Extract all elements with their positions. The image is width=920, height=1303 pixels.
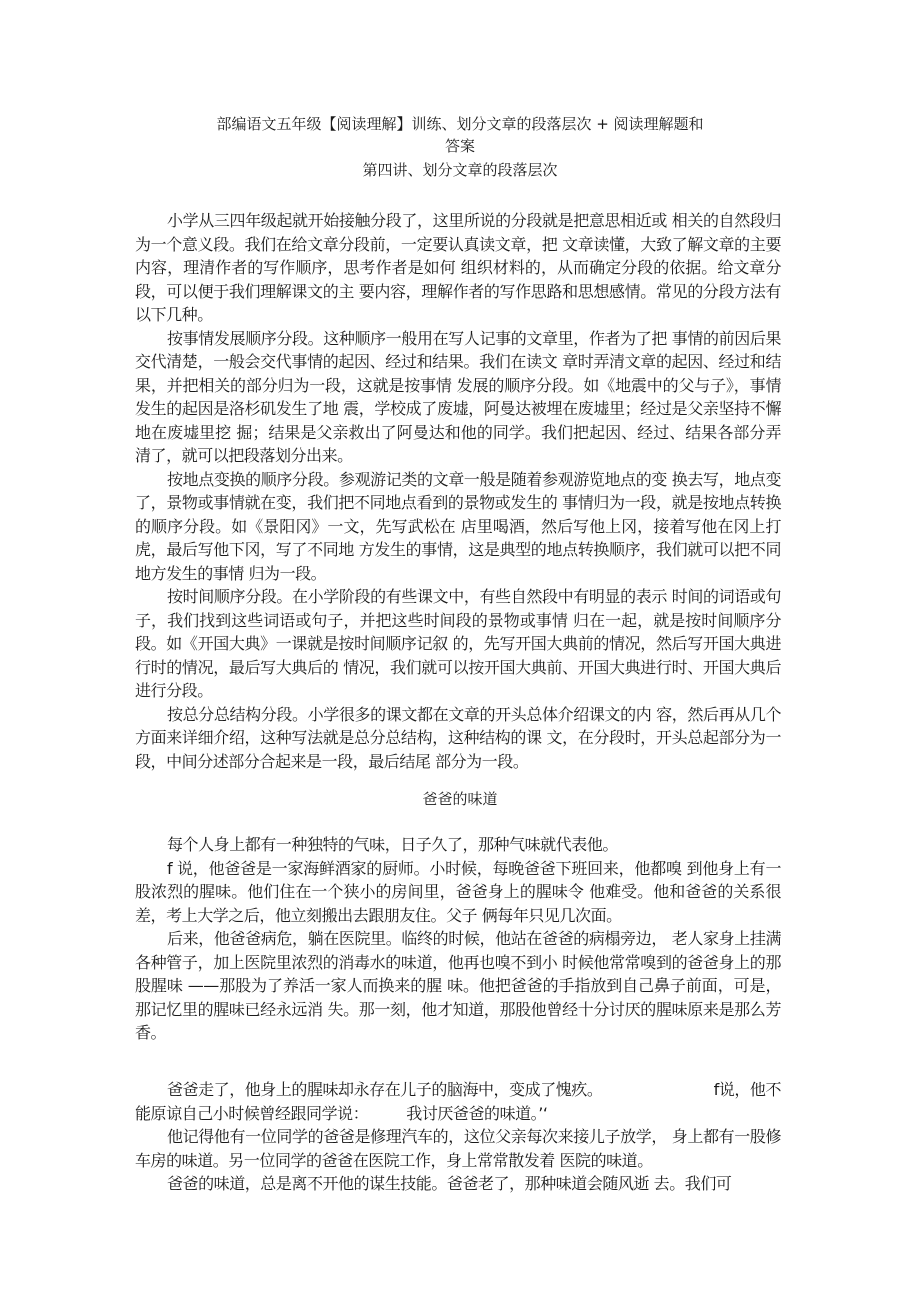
lesson-title: 第四讲、划分文章的段落层次 bbox=[362, 161, 558, 179]
ending-line bbox=[135, 1078, 781, 1102]
story-title: 爸爸的味道 bbox=[422, 790, 498, 808]
ending-line bbox=[135, 1102, 781, 1126]
document-title-continuation: 答案 bbox=[444, 137, 475, 155]
title-block bbox=[0, 113, 920, 181]
story-body bbox=[135, 833, 781, 1045]
story-paragraph: 爸爸的味道，总是离不开他的谋生技能。爸爸老了，那种味道会随风逝 去。我们可 bbox=[167, 1174, 732, 1193]
story-paragraph: 后来，他爸爸病危，躺在医院里。临终的时候，他站在爸爸的病榻旁边， 老人家身上挂满各种管子，加上医院里浓烈的消毒水的味道，他再也嗅不到小 时候他常常嗅到的爸爸身上的那股腥味 ——那股为了养活一家人而换来的腥 味。他把爸爸的手指放到自己鼻子前面，可是，那记忆里的腥味已经永远消 失。那一刻，他才知道，那股他曾经十分讨厌的腥味原来是那么芳香。 bbox=[135, 929, 781, 1042]
document-title: 部编语文五年级【阅读理解】训练、划分文章的段落层次 + 阅读理解题和 bbox=[216, 115, 704, 133]
lesson-paragraph: 按时间顺序分段。在小学阶段的有些课文中，有些自然段中有明显的表示 时间的词语或句子，我们找到这些词语或句子，并把这些时间段的景物或事情 归在一起，就是按时间顺序分段。如《开国大典》一课就是按时间顺序记叙 的，先写开国大典前的情况，然后写开国大典进行时的情况，最后写大典后的 情况，我们就可以按开国大典前、开国大典进行时、开国大典后进行分段。 bbox=[135, 587, 781, 700]
story-paragraph: 他记得他有一位同学的爸爸是修理汽车的，这位父亲每次来接儿子放学， 身上都有一股修车房的味道。另一位同学的爸爸在医院工作，身上常常散发着 医院的味道。 bbox=[135, 1127, 781, 1170]
story-ending bbox=[135, 1078, 781, 1196]
story-paragraph: 每个人身上都有一种独特的气味，日子久了，那种气味就代表他。 bbox=[167, 835, 618, 854]
ending-line-trail: f说，他不 bbox=[713, 1080, 781, 1099]
ending-quote: 我讨厌爸爸的味道。’‘ bbox=[406, 1103, 548, 1123]
lesson-paragraph: 按总分总结构分段。小学很多的课文都在文章的开头总体介绍课文的内 容，然后再从几个方面来详细介绍，这种写法就是总分总结构，这种结构的课 文，在分段时，开头总起部分为一段，中间分述部分合起来是一段，最后结尾 部分为一段。 bbox=[135, 704, 781, 771]
ending-line-lead: 爸爸走了，他身上的腥味却永存在儿子的脑海中，变成了愧疚。 bbox=[167, 1080, 603, 1099]
lesson-paragraph: 按地点变换的顺序分段。参观游记类的文章一般是随着参观游览地点的变 换去写，地点变了，景物或事情就在变，我们把不同地点看到的景物或发生的 事情归为一段，就是按地点转换的顺序分段。如《景阳冈》一文，先写武松在 店里喝酒，然后写他上冈，接着写他在冈上打虎，最后写他下冈，写了不同地 方发生的事情，这是典型的地点转换顺序，我们就可以把不同地方发生的事情 归为一段。 bbox=[135, 469, 781, 583]
story-paragraph: f 说，他爸爸是一家海鲜酒家的厨师。小时候，每晚爸爸下班回来，他都嗅 到他身上有一股浓烈的腥味。他们住在一个狭小的房间里，爸爸身上的腥味令 他难受。他和爸爸的关系很差，考上大学之后，他立刻搬出去跟朋友住。父子 俩每年只见几次面。 bbox=[135, 858, 781, 925]
lesson-paragraph: 小学从三四年级起就开始接触分段了，这里所说的分段就是把意思相近或 相关的自然段归为一个意义段。我们在给文章分段前，一定要认真读文章，把 文章读懂，大致了解文章的主要内容，理清作者的写作顺序，思考作者是如何 组织材料的，从而确定分段的依据。给文章分段，可以便于我们理解课文的主 要内容，理解作者的写作思路和思想感情。常见的分段方法有以下几种。 bbox=[135, 211, 781, 324]
lesson-paragraph: 按事情发展顺序分段。这种顺序一般用在写人记事的文章里，作者为了把 事情的前因后果交代清楚，一般会交代事情的起因、经过和结果。我们在读文 章时弄清文章的起因、经过和结果，并把相关的部分归为一段，这就是按事情 发展的顺序分段。如《地震中的父与子》，事情发生的起因是洛杉矶发生了地 震，学校成了废墟，阿曼达被埋在废墟里；经过是父亲坚持不懈地在废墟里挖 掘；结果是父亲救出了阿曼达和他的同学。我们把起因、经过、结果各部分弄 清了，就可以把段落划分出来。 bbox=[135, 328, 781, 465]
lesson-body bbox=[135, 209, 781, 773]
ending-line-lead: 能原谅自己小时候曾经跟同学说： bbox=[135, 1103, 369, 1123]
